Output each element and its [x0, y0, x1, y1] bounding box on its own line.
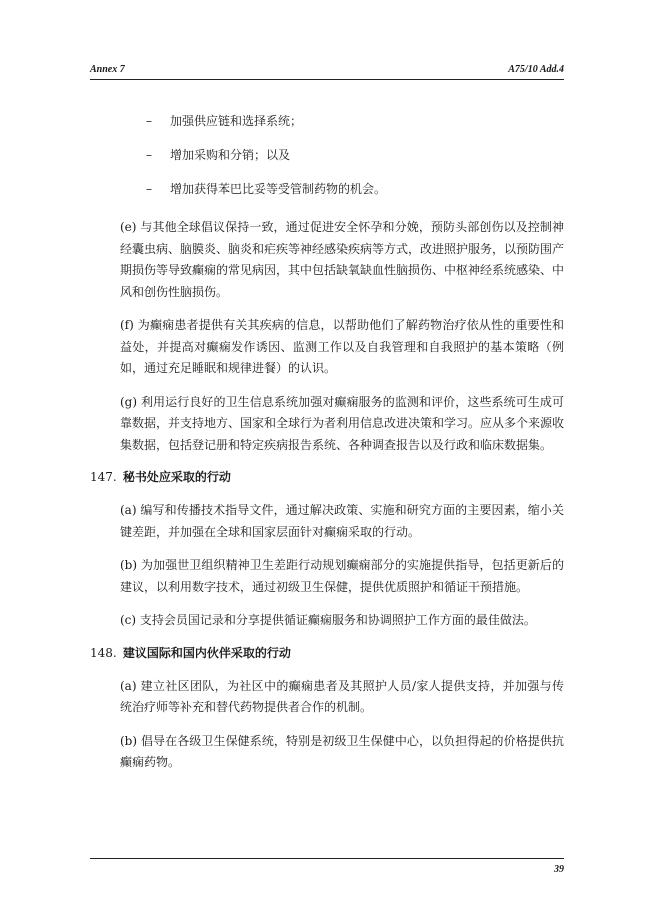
- section-title: 秘书处应采取的行动: [122, 470, 231, 484]
- section-heading-147: [90, 468, 564, 486]
- header-rule: [90, 79, 564, 80]
- section-heading-148: [90, 644, 564, 662]
- annex-label: Annex 7: [90, 64, 125, 75]
- document-number: A75/10 Add.4: [508, 64, 564, 75]
- section-number: 148.: [90, 645, 117, 660]
- list-item: [90, 179, 564, 199]
- bullet-text: 加强供应链和选择系统；: [170, 114, 303, 128]
- page-header: [90, 64, 564, 78]
- footer-rule: [90, 858, 564, 859]
- paragraph-147b: (b) 为加强世卫组织精神卫生差距行动规划癫痫部分的实施提供指导，包括更新后的建议，以利用数字技术，通过初级卫生保健，提供优质照护和循证干预措施。: [120, 558, 564, 594]
- paragraph-148b: (b) 倡导在各级卫生保健系统，特别是初级卫生保健中心，以负担得起的价格提供抗癫痫药物。: [120, 733, 564, 769]
- list-item: [90, 111, 564, 131]
- list-item: [90, 145, 564, 165]
- paragraph-g: (g) 利用运行良好的卫生信息系统加强对癫痫服务的监测和评价，这些系统可生成可靠数据，并支持地方、国家和全球行为者利用信息改进决策和学习。应从多个来源收集数据，包括登记册和特定疾病报告系统、各种调查报告以及行政和临床数据集。: [120, 394, 565, 452]
- bullet-text: 增加采购和分销；以及: [170, 148, 291, 162]
- paragraph-147a: (a) 编写和传播技术指导文件，通过解决政策、实施和研究方面的主要因素，缩小关键差距，并加强在全球和国家层面针对癫痫采取的行动。: [120, 503, 564, 539]
- page-body: [90, 111, 564, 786]
- dash-marker: –: [146, 148, 152, 162]
- dash-marker: –: [146, 114, 152, 128]
- paragraph-147c: (c) 支持会员国记录和分享提供循证癫痫服务和协调照护工作方面的最佳做法。: [120, 613, 536, 627]
- paragraph-f: (f) 为癫痫患者提供有关其疾病的信息，以帮助他们了解药物治疗依从性的重要性和益处，并提高对癫痫发作诱因、监测工作以及自我管理和自我照护的基本策略（例如，通过充足睡眠和规律进餐）的认识。: [120, 318, 564, 375]
- page-number: 39: [554, 864, 564, 875]
- paragraph-e: (e) 与其他全球倡议保持一致，通过促进安全怀孕和分娩，预防头部创伤以及控制神经囊虫病、脑膜炎、脑炎和疟疾等神经感染疾病等方式，改进照护服务，以预防围产期损伤等导致癫痫的常见病因，其中包括缺氧缺血性脑损伤、中枢神经系统感染、中风和创伤性脑损伤。: [120, 220, 565, 299]
- section-number: 147.: [90, 470, 117, 484]
- bullet-text: 增加获得苯巴比妥等受管制药物的机会。: [170, 182, 387, 196]
- section-title: 建议国际和国内伙伴采取的行动: [122, 645, 291, 660]
- paragraph-148a: (a) 建立社区团队，为社区中的癫痫患者及其照护人员/家人提供支持，并加强与传统治疗师等补充和替代药物提供者合作的机制。: [120, 678, 564, 714]
- dash-marker: –: [146, 182, 152, 196]
